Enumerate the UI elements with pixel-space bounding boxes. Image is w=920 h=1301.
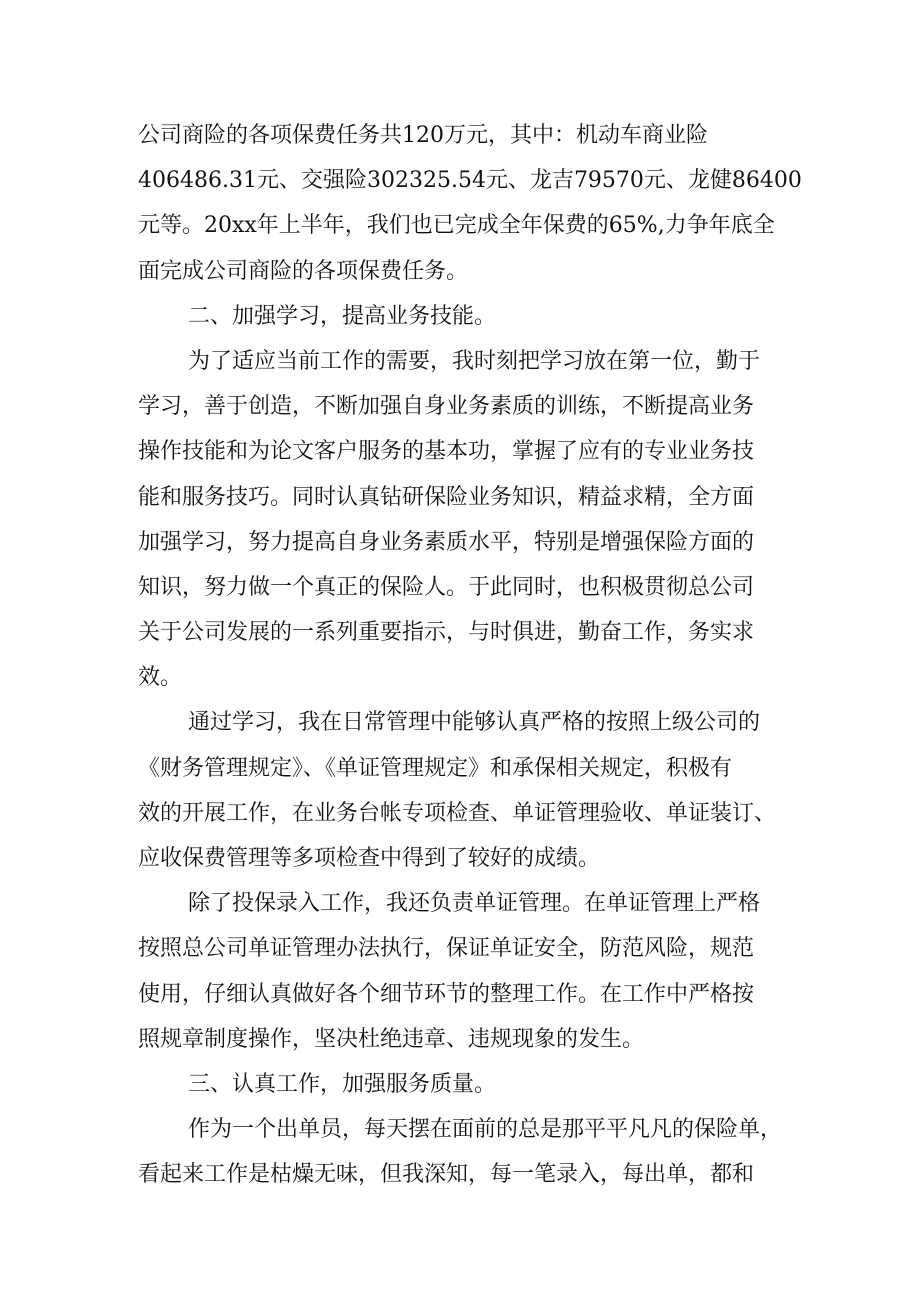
text-line: 使用，仔细认真做好各个细节环节的整理工作。在工作中严格按 xyxy=(138,981,755,1007)
section-heading: 三、认真工作，加强服务质量。 xyxy=(188,1071,497,1097)
text-line: 按照总公司单证管理办法执行，保证单证安全，防范风险，规范 xyxy=(138,936,755,962)
document-body xyxy=(138,113,802,1198)
section-heading: 二、加强学习，提高业务技能。 xyxy=(188,303,497,329)
text-line: 照规章制度操作，坚决杜绝违章、违规现象的发生。 xyxy=(138,1026,645,1052)
text-line: 作为一个出单员，每天摆在面前的总是那平平凡凡的保险单， xyxy=(188,1117,783,1143)
text-line: 面完成公司商险的各项保费任务。 xyxy=(138,258,469,284)
text-line: 除了投保录入工作，我还负责单证管理。在单证管理上严格 xyxy=(188,891,761,917)
text-line: 《财务管理规定》、《单证管理规定》和承保相关规定，积极有 xyxy=(138,755,733,781)
text-line: 知识，努力做一个真正的保险人。于此同时，也积极贯彻总公司 xyxy=(138,574,755,600)
text-line: 看起来工作是枯燥无味，但我深知，每一笔录入，每出单，都和 xyxy=(138,1162,755,1188)
text-line: 关于公司发展的一系列重要指示，与时俱进，勤奋工作，务实求 xyxy=(138,620,755,646)
text-line: 元等。20xx年上半年，我们也已完成全年保费的65%,力争年底全 xyxy=(138,213,775,239)
text-line: 406486.31元、交强险302325.54元、龙吉79570元、龙健86400 xyxy=(138,168,802,194)
text-line: 效的开展工作，在业务台帐专项检查、单证管理验收、单证装订、 xyxy=(138,800,777,826)
text-line: 应收保费管理等多项检查中得到了较好的成绩。 xyxy=(138,846,601,871)
text-line: 公司商险的各项保费任务共120万元，其中：机动车商业险 xyxy=(138,123,708,148)
text-line: 操作技能和为论文客户服务的基本功，掌握了应有的专业业务技 xyxy=(138,439,755,465)
text-line: 学习，善于创造，不断加强自身业务素质的训练，不断提高业务 xyxy=(138,394,755,420)
text-line: 加强学习，努力提高自身业务素质水平，特别是增强保险方面的 xyxy=(138,529,755,555)
text-line: 能和服务技巧。同时认真钻研保险业务知识，精益求精，全方面 xyxy=(138,484,755,510)
text-line: 效。 xyxy=(138,665,183,691)
text-line: 通过学习，我在日常管理中能够认真严格的按照上级公司的 xyxy=(188,710,761,736)
text-line: 为了适应当前工作的需要，我时刻把学习放在第一位，勤于 xyxy=(188,348,761,374)
